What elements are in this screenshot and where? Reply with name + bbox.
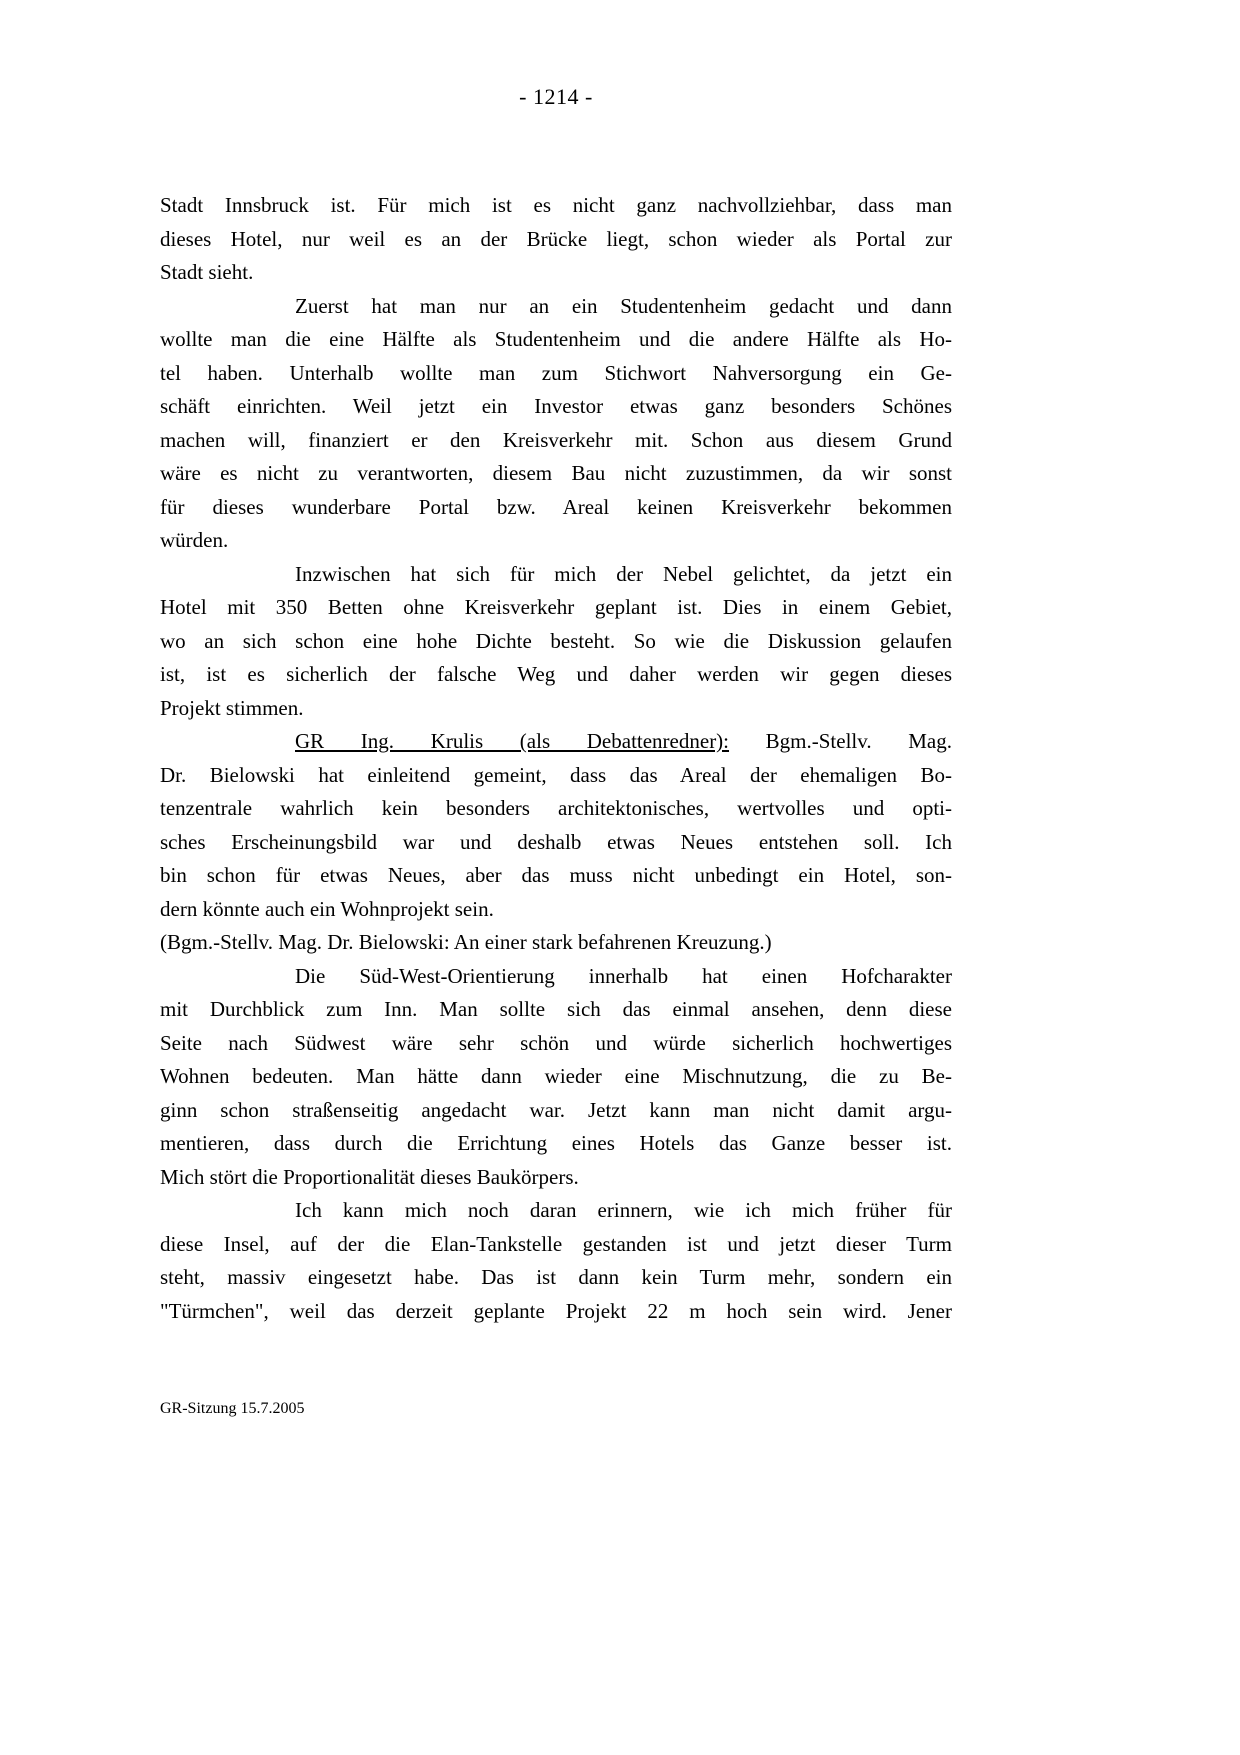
text-line: Die Süd-West-Orientierung innerhalb hat einen Hofcharakter [295, 963, 952, 988]
text-line: mit Durchblick zum Inn. Man sollte sich das einmal ansehen, denn diese [160, 997, 952, 1021]
paragraph [160, 290, 952, 558]
text-line: schäft einrichten. Weil jetzt ein Investor etwas ganz besonders Schönes [160, 394, 952, 418]
text-line: mentieren, dass durch die Errichtung eines Hotels das Ganze besser ist. [160, 1131, 952, 1155]
text-segment: Bgm.-Stellv. Mag. [729, 729, 952, 753]
text-line: "Türmchen", weil das derzeit geplante Projekt 22 m hoch sein wird. Jener [160, 1298, 952, 1323]
text-line: Wohnen bedeuten. Man hätte dann wieder eine Mischnutzung, die zu Be- [160, 1064, 952, 1088]
text-line: Stadt sieht. [160, 260, 254, 284]
text-line: Projekt stimmen. [160, 695, 304, 720]
text-line: Seite nach Südwest wäre sehr schön und würde sicherlich hochwertiges [160, 1030, 952, 1055]
text-line: für dieses wunderbare Portal bzw. Areal keinen Kreisverkehr bekommen [160, 494, 952, 519]
text-line [160, 725, 952, 759]
paragraph [160, 725, 952, 926]
text-line: tenzentrale wahrlich kein besonders architektonisches, wertvolles und opti- [160, 796, 952, 820]
text-line: bin schon für etwas Neues, aber das muss nicht unbedingt ein Hotel, son- [160, 863, 952, 887]
text-line: würden. [160, 528, 229, 552]
text-line: ginn schon straßenseitig angedacht war. Jetzt kann man nicht damit argu- [160, 1097, 952, 1122]
text-line: Mich stört die Proportionalität dieses Baukörpers. [160, 1164, 579, 1189]
text-line: wäre es nicht zu verantworten, diesem Bau nicht zuzustimmen, da wir sonst [160, 461, 952, 485]
paragraph [160, 189, 952, 290]
text-line: machen will, finanziert er den Kreisverkehr mit. Schon aus diesem Grund [160, 427, 952, 452]
document-body [160, 189, 952, 1328]
text-line: wollte man die eine Hälfte als Studentenheim und die andere Hälfte als Ho- [160, 327, 952, 351]
paragraph [160, 960, 952, 1195]
text-line: sches Erscheinungsbild war und deshalb etwas Neues entstehen soll. Ich [160, 829, 952, 854]
text-line: (Bgm.-Stellv. Mag. Dr. Bielowski: An einer stark befahrenen Kreuzung.) [160, 930, 772, 954]
paragraph [160, 926, 952, 960]
speaker-name: GR Ing. Krulis (als Debattenredner): [295, 729, 730, 753]
text-line: steht, massiv eingesetzt habe. Das ist dann kein Turm mehr, sondern ein [160, 1265, 952, 1289]
text-line: dieses Hotel, nur weil es an der Brücke liegt, schon wieder als Portal zur [160, 226, 952, 251]
text-line: diese Insel, auf der die Elan-Tankstelle gestanden ist und jetzt dieser Turm [160, 1231, 952, 1256]
text-line: Inzwischen hat sich für mich der Nebel gelichtet, da jetzt ein [295, 561, 952, 586]
text-line: Zuerst hat man nur an ein Studentenheim gedacht und dann [295, 293, 952, 318]
text-line: dern könnte auch ein Wohnprojekt sein. [160, 896, 494, 921]
text-line: Dr. Bielowski hat einleitend gemeint, dass das Areal der ehemaligen Bo- [160, 762, 952, 787]
text-line: Stadt Innsbruck ist. Für mich ist es nicht ganz nachvollziehbar, dass man [160, 193, 952, 217]
text-line: Hotel mit 350 Betten ohne Kreisverkehr geplant ist. Dies in einem Gebiet, [160, 595, 952, 619]
text-line: tel haben. Unterhalb wollte man zum Stichwort Nahversorgung ein Ge- [160, 360, 952, 385]
footer-session-label: GR-Sitzung 15.7.2005 [160, 1400, 305, 1417]
text-line: ist, ist es sicherlich der falsche Weg und daher werden wir gegen dieses [160, 662, 952, 686]
paragraph [160, 1194, 952, 1328]
text-line: Ich kann mich noch daran erinnern, wie ich mich früher für [295, 1198, 952, 1222]
text-line: wo an sich schon eine hohe Dichte besteht. So wie die Diskussion gelaufen [160, 628, 952, 653]
page-number: - 1214 - [519, 84, 593, 109]
paragraph [160, 558, 952, 726]
